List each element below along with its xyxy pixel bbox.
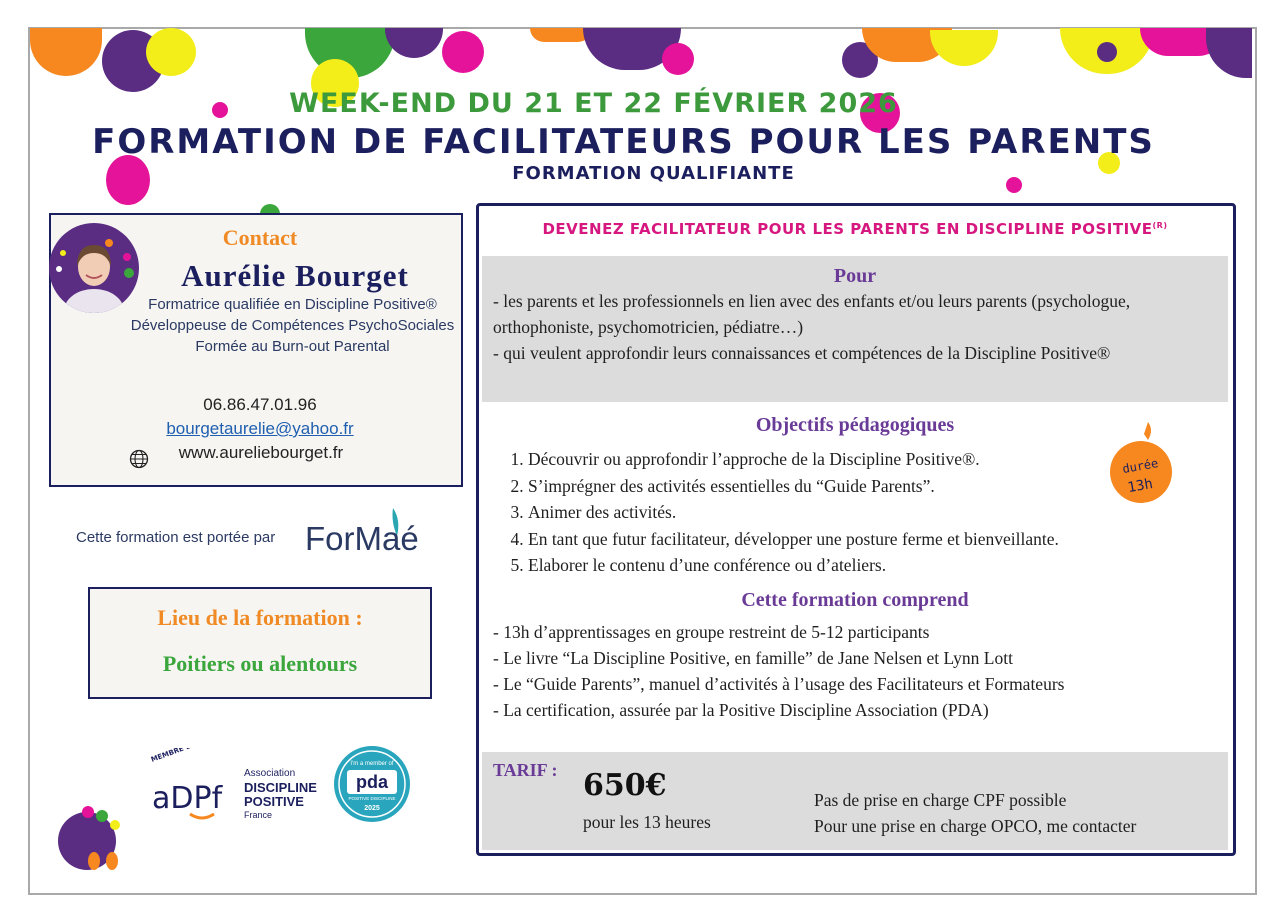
- contact-name: Aurélie Bourget: [181, 258, 409, 293]
- pda-year: 2025: [364, 805, 380, 812]
- list-item: 3. Animer des activités.: [528, 499, 1228, 526]
- adpf-ring-text: MEMBRE DE: [150, 748, 198, 764]
- adpf-logo-text: aDPf: [152, 781, 223, 816]
- panel-headline: DEVENEZ FACILITATEUR POUR LES PARENTS EN DISCIPLINE $POSITIVE^{(R)}$: [542, 220, 1168, 238]
- list-item: 2. S’imprégner des activités essentielles du “Guide Parents”.: [528, 473, 1228, 500]
- list-item: - 13h d’apprentissages en groupe restreint de 5-12 participants: [493, 622, 930, 642]
- duree-value: 13h: [1126, 475, 1155, 497]
- adpf-line3: POSITIVE: [244, 794, 304, 809]
- lieu-label: Lieu de la formation :: [157, 605, 363, 630]
- pour-text: [493, 288, 1213, 366]
- adpf-line4: France: [244, 810, 273, 820]
- lieu-card: [88, 587, 432, 699]
- comprend-list: [493, 619, 1223, 723]
- lieu-value: Poitiers ou alentours: [162, 651, 358, 676]
- tarif-price: 650€: [583, 768, 667, 803]
- contact-role-1: Formatrice qualifiée en Discipline Positive®: [148, 296, 437, 313]
- adpf-badge: [150, 748, 320, 828]
- tarif-note-1: Pas de prise en charge CPF possible: [814, 790, 1067, 810]
- duree-badge: [1108, 420, 1174, 506]
- contact-phone: 06.86.47.01.96: [203, 395, 317, 414]
- contact-role-2: Développeuse de Compétences PsychoSociales: [130, 317, 455, 334]
- list-item: - Le livre “La Discipline Positive, en famille” de Jane Nelsen et Lynn Lott: [493, 648, 1013, 668]
- list-item: 1. Découvrir ou approfondir l’approche de la Discipline Positive®.: [528, 446, 1228, 473]
- page-title: FORMATION DE FACILITATEURS POUR LES PARENTS: [92, 122, 1155, 162]
- pda-sub: POSITIVE DISCIPLINE: [348, 796, 396, 801]
- pda-badge: [333, 745, 411, 823]
- tarif-note-2: Pour une prise en charge OPCO, me contacter: [814, 816, 1137, 836]
- contact-title: Contact: [222, 225, 298, 250]
- objectifs-title: Objectifs pédagogiques: [755, 414, 955, 436]
- pour-line-2: - qui veulent approfondir leurs connaissances et compétences de la Discipline Positive®: [493, 343, 1111, 363]
- tarif-label: TARIF :: [493, 760, 558, 780]
- adpf-line2: DISCIPLINE: [244, 780, 317, 795]
- formae-logo-text: ForMaé: [305, 520, 419, 557]
- page-subtitle: FORMATION QUALIFIANTE: [512, 163, 795, 184]
- list-item: - La certification, assurée par la Positive Discipline Association (PDA): [493, 700, 989, 720]
- list-item: - Le “Guide Parents”, manuel d’activités à l’usage des Facilitateurs et Formateurs: [493, 674, 1065, 694]
- event-date: WEEK-END DU 21 ET 22 FÉVRIER 2026: [289, 88, 898, 119]
- contact-website[interactable]: www.aureliebourget.fr: [178, 443, 344, 462]
- contact-role-3: Formée au Burn-out Parental: [195, 338, 390, 355]
- tarif-price-note: pour les 13 heures: [583, 812, 711, 832]
- pour-title: Pour: [833, 265, 877, 287]
- formae-logo: [305, 506, 440, 566]
- adpf-line1: Association: [244, 768, 296, 779]
- contact-email[interactable]: bourgetaurelie@yahoo.fr: [166, 419, 354, 438]
- list-item: 5. Elaborer le contenu d’une conférence ou d’ateliers.: [528, 552, 1228, 579]
- pda-logo: pda: [355, 772, 389, 792]
- pda-top: I'm a member of: [350, 761, 394, 767]
- porteur-text: Cette formation est portée par: [76, 529, 276, 546]
- comprend-title: Cette formation comprend: [741, 589, 969, 611]
- pour-line-1: - les parents et les professionnels en lien avec des enfants et/ou leurs parents (psychologue, orthophoniste, psychomotricien, pédiatre…): [493, 291, 1131, 337]
- list-item: 4. En tant que futur facilitateur, développer une posture ferme et bienveillante.: [528, 526, 1228, 553]
- duree-label: durée: [1121, 456, 1160, 477]
